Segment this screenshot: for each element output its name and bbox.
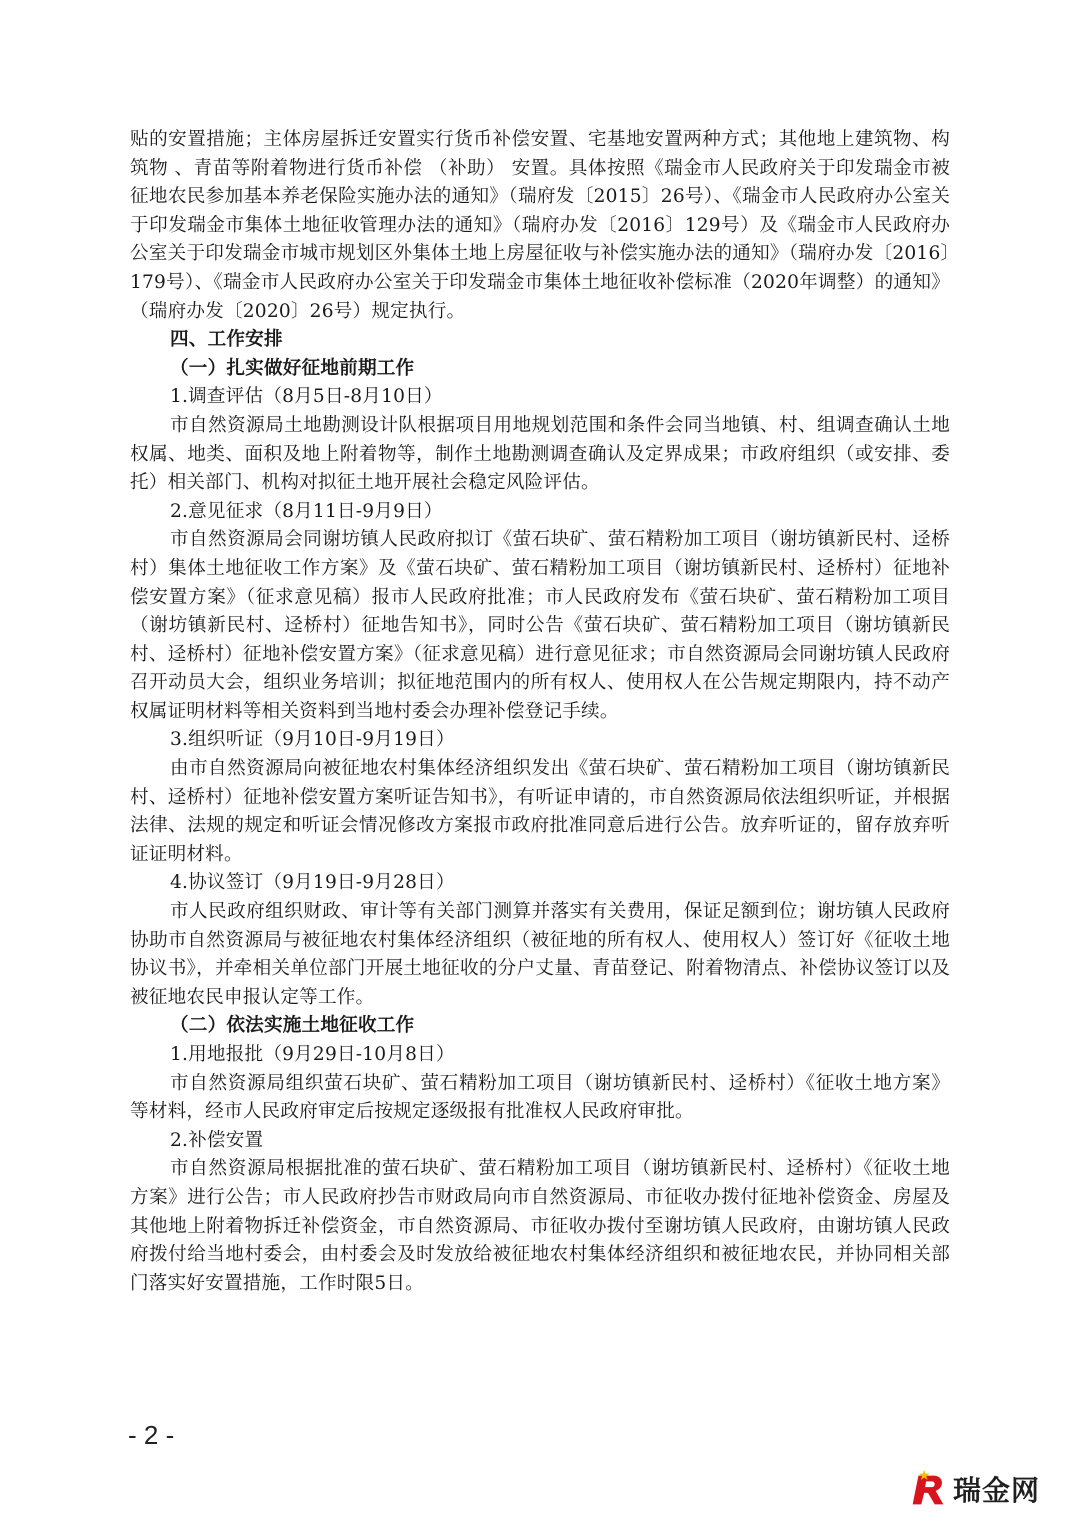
site-logo xyxy=(905,1465,1065,1513)
body-paragraph: 4.协议签订（9月19日-9月28日） xyxy=(170,872,455,894)
ruijin-logo-icon xyxy=(905,1466,951,1512)
body-paragraph: 市人民政府组织财政、审计等有关部门测算并落实有关费用，保证足额到位；谢坊镇人民政府协助市自然资源局与被征地农村集体经济组织（被征地的所有权人、使用权人）签订好《征收土地协议书》，并牵相关单位部门开展土地征收的分户丈量、青苗登记、附着物清点、补偿协议签订以及被征地农民申报认定等工作。 xyxy=(130,901,950,1008)
body-paragraph: 市自然资源局组织萤石块矿、萤石精粉加工项目（谢坊镇新民村、迳桥村）《征收土地方案》等材料，经市人民政府审定后按规定逐级报有批准权人民政府审批。 xyxy=(130,1072,950,1123)
page-number: - 2 - xyxy=(128,1420,175,1450)
body-paragraph: 3.组织听证（9月10日-9月19日） xyxy=(170,729,455,751)
body-paragraph: 市自然资源局根据批准的萤石块矿、萤石精粉加工项目（谢坊镇新民村、迳桥村）《征收土地方案》进行公告；市人民政府抄告市财政局向市自然资源局、市征收办拨付征地补偿资金、房屋及其他地上附着物拆迁补偿资金，市自然资源局、市征收办拨付至谢坊镇人民政府，由谢坊镇人民政府拨付给当地村委会，由村委会及时发放给被征地农村集体经济组织和被征地农民，并协同相关部门落实好安置措施，工作时限5日。 xyxy=(130,1158,950,1294)
body-paragraph: 市自然资源局土地勘测设计队根据项目用地规划范围和条件会同当地镇、村、组调查确认土地权属、地类、面积及地上附着物等，制作土地勘测调查确认及定界成果；市政府组织（或安排、委托）相关部门、机构对拟征土地开展社会稳定风险评估。 xyxy=(130,414,950,494)
section-heading: 四、工作安排 xyxy=(170,329,283,351)
body-paragraph: 由市自然资源局向被征地农村集体经济组织发出《萤石块矿、萤石精粉加工项目（谢坊镇新民村、迳桥村）征地补偿安置方案听证告知书》，有听证申请的，市自然资源局依法组织听证，并根据法律、法规的规定和听证会情况修改方案报市政府批准同意后进行公告。放弃听证的，留存放弃听证证明材料。 xyxy=(130,758,950,865)
body-paragraph: 2.意见征求（8月11日-9月9日） xyxy=(170,500,443,522)
logo-text: 瑞金网 xyxy=(953,1474,1041,1507)
section-heading: （一）扎实做好征地前期工作 xyxy=(170,357,415,379)
body-paragraph: 贴的安置措施；主体房屋拆迁安置实行货币补偿安置、宅基地安置两种方式；其他地上建筑物、构筑物 、青苗等附着物进行货币补偿 （补助） 安置。具体按照《瑞金市人民政府关于印发瑞金市被征地农民参加基本养老保险实施办法的通知》（瑞府发〔2015〕26号）、《瑞金市人民政府办公室关于印发瑞金市集体土地征收管理办法的通知》（瑞府办发〔2016〕129号）及《瑞金市人民政府办公室关于印发瑞金市城市规划区外集体土地上房屋征收与补偿实施办法的通知》（瑞府办发〔2016〕179号）、《瑞金市人民政府办公室关于印发瑞金市集体土地征收补偿标准（2020年调整）的通知》（瑞府办发〔2020〕26号）规定执行。 xyxy=(130,129,950,322)
body-paragraph: 市自然资源局会同谢坊镇人民政府拟订《萤石块矿、萤石精粉加工项目（谢坊镇新民村、迳桥村）集体土地征收工作方案》及《萤石块矿、萤石精粉加工项目（谢坊镇新民村、迳桥村）征地补偿安置方案》（征求意见稿）报市人民政府批准；市人民政府发布《萤石块矿、萤石精粉加工项目（谢坊镇新民村、迳桥村）征地告知书》，同时公告《萤石块矿、萤石精粉加工项目（谢坊镇新民村、迳桥村）征地补偿安置方案》（征求意见稿）进行意见征求；市自然资源局会同谢坊镇人民政府召开动员大会，组织业务培训；拟征地范围内的所有权人、使用权人在公告规定期限内，持不动产权属证明材料等相关资料到当地村委会办理补偿登记手续。 xyxy=(130,529,950,722)
section-heading: （二）依法实施土地征收工作 xyxy=(170,1015,415,1037)
body-paragraph: 1.调查评估（8月5日-8月10日） xyxy=(170,386,443,408)
body-paragraph: 1.用地报批（9月29日-10月8日） xyxy=(170,1044,455,1065)
document-body xyxy=(130,126,950,1298)
body-paragraph: 2.补偿安置 xyxy=(170,1129,264,1151)
